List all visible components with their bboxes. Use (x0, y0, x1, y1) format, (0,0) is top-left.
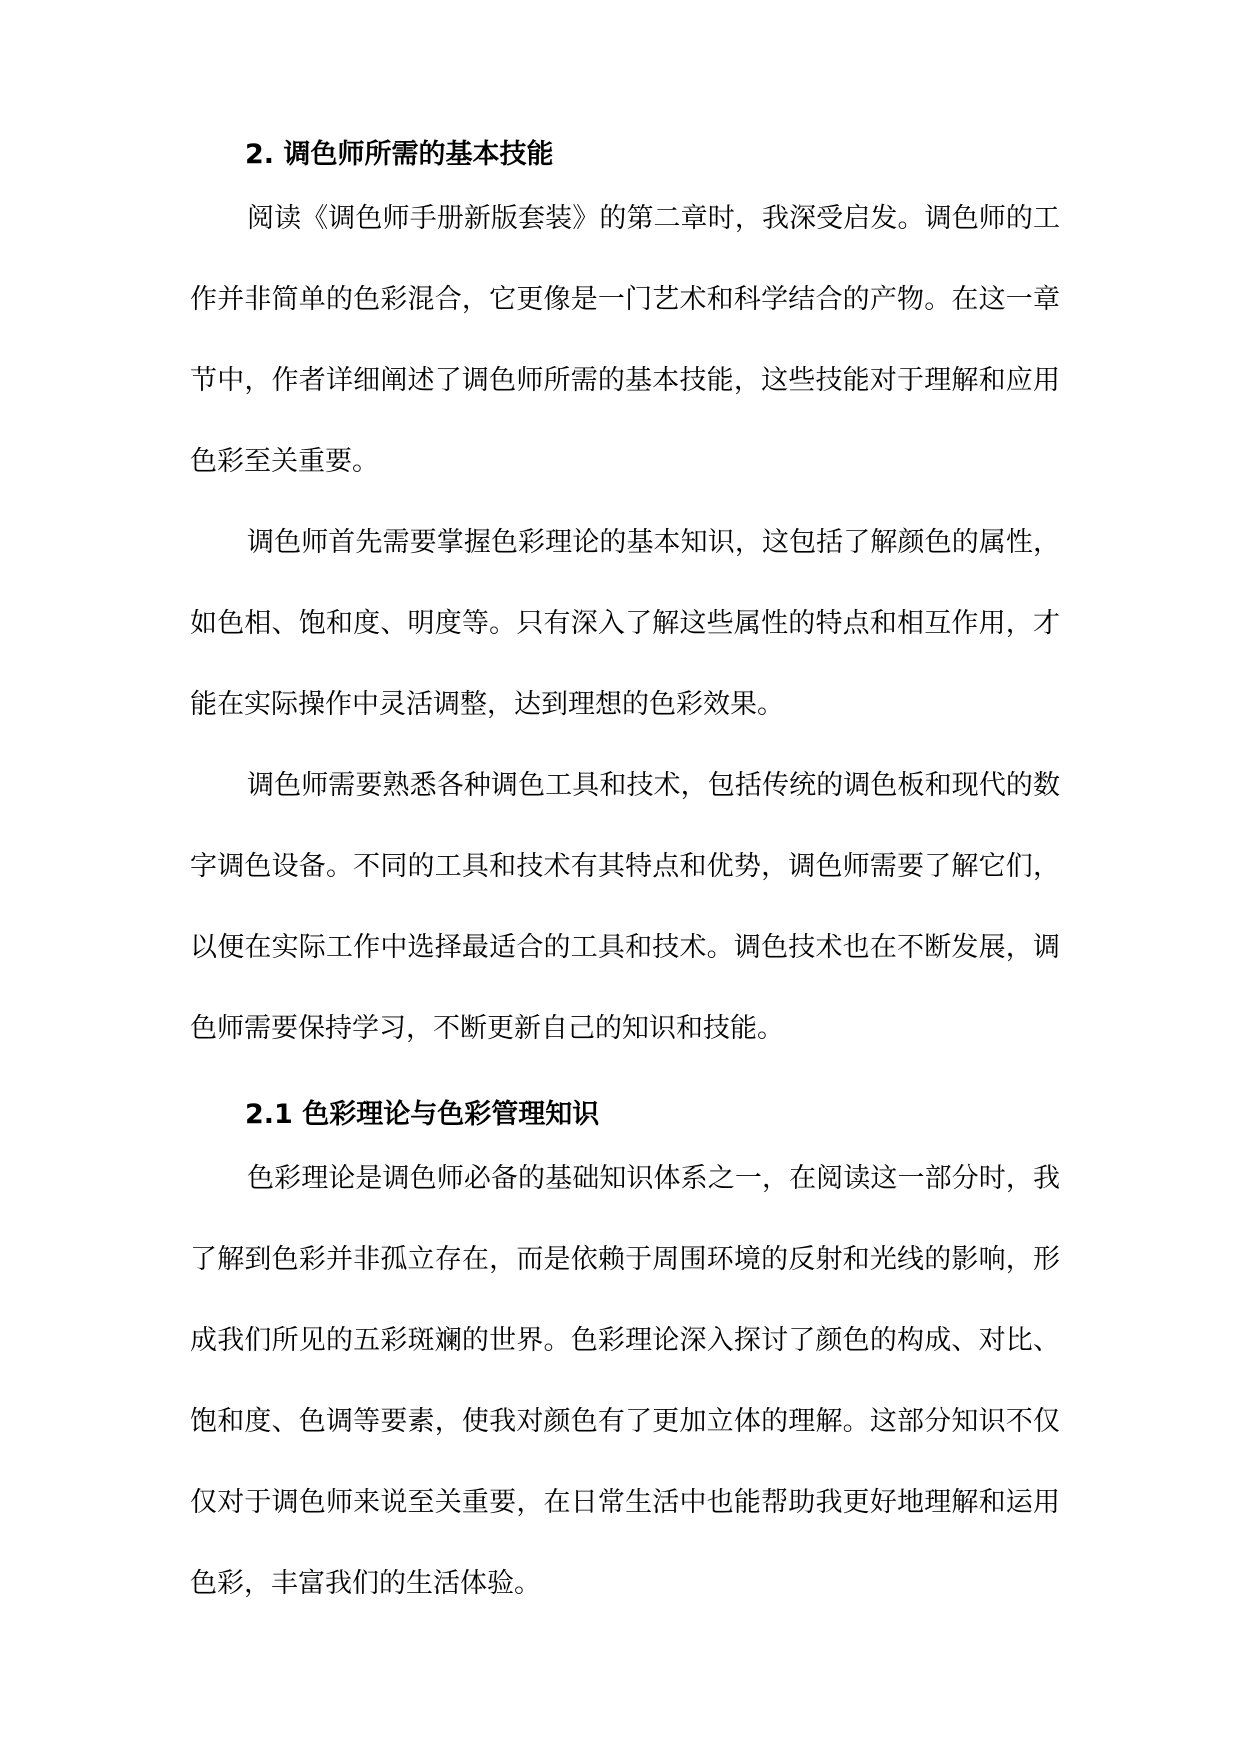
section-heading-2-1: 2.1 色彩理论与色彩管理知识 (245, 1099, 600, 1130)
paragraph-2-1-1: 色彩理论是调色师必备的基础知识体系之一，在阅读这一部分时，我了解到色彩并非孤立存在，而是依赖于周围环境的反射和光线的影响，形成我们所见的五彩斑斓的世界。色彩理论深入探讨了颜色的构成、对比、饱和度、色调等要素，使我对颜色有了更加立体的理解。这部分知识不仅仅对于调色师来说至关重要，在日常生活中也能帮助我更好地理解和运用色彩，丰富我们的生活体验。 (190, 1163, 1060, 1599)
paragraph-2-3: 调色师需要熟悉各种调色工具和技术，包括传统的调色板和现代的数字调色设备。不同的工具和技术有其特点和优势，调色师需要了解它们，以便在实际工作中选择最适合的工具和技术。调色技术也在不断发展，调色师需要保持学习，不断更新自己的知识和技能。 (190, 770, 1060, 1044)
section-heading-2: 2. 调色师所需的基本技能 (245, 139, 554, 170)
paragraph-2-1: 阅读《调色师手册新版套装》的第二章时，我深受启发。调色师的工作并非简单的色彩混合，它更像是一门艺术和科学结合的产物。在这一章节中，作者详细阐述了调色师所需的基本技能，这些技能对于理解和应用色彩至关重要。 (190, 203, 1060, 477)
paragraph-2-2: 调色师首先需要掌握色彩理论的基本知识，这包括了解颜色的属性，如色相、饱和度、明度等。只有深入了解这些属性的特点和相互作用，才能在实际操作中灵活调整，达到理想的色彩效果。 (190, 527, 1060, 720)
